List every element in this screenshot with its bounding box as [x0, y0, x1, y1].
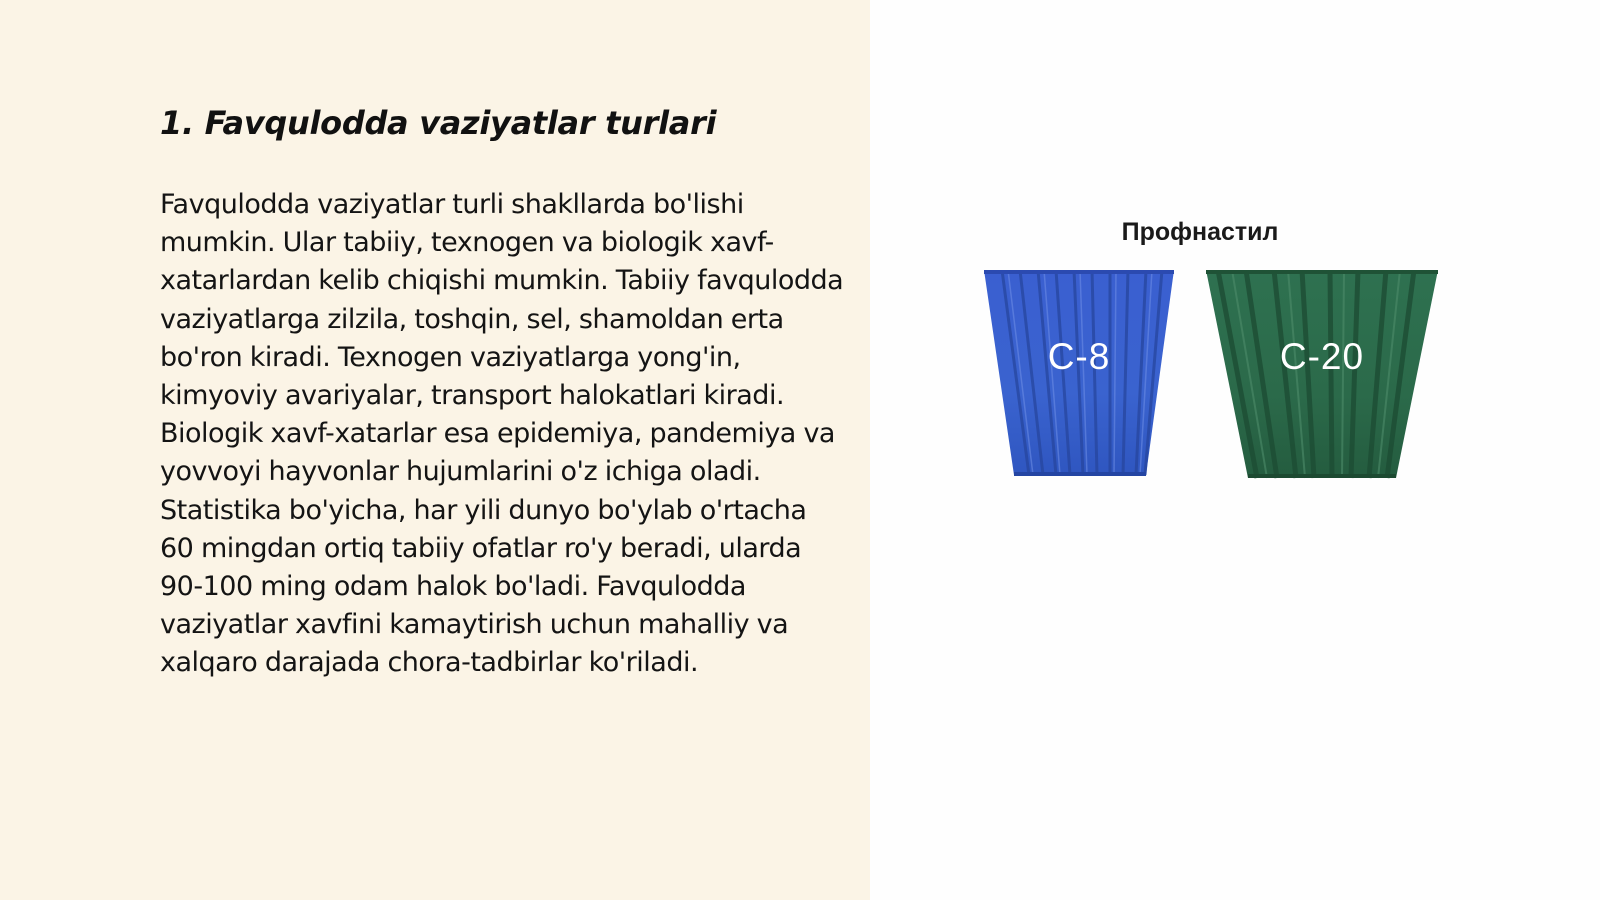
profnastil-image — [970, 210, 1450, 490]
slide-heading: 1. Favqulodda vaziyatlar turlari — [160, 104, 717, 142]
slide-body-text: Favqulodda vaziyatlar turli shakllarda bo'lishi mumkin. Ular tabiiy, texnogen va biologik xavf-xatarlardan kelib chiqishi mumkin. Tabiiy favqulodda vaziyatlarga zilzila, toshqin, sel, shamoldan erta bo'ron kiradi. Texnogen vaziyatlarga yong'in, kimyoviy avariyalar, transport halokatlari kiradi. Biologik xavf-xatarlar esa epidemiya, pandemiya va yovvoyi hayvonlar hujumlarini o'z ichiga oladi. Statistika bo'yicha, har yili dunyo bo'ylab o'rtacha 60 mingdan ortiq tabiiy ofatlar ro'y beradi, ularda 90-100 ming odam halok bo'ladi. Favqulodda vaziyatlar xavfini kamaytirish uchun mahalliy va xalqaro darajada chora-tadbirlar ko'riladi. — [160, 189, 844, 679]
sheet-c20 — [1206, 270, 1438, 480]
sheet-c8 — [984, 270, 1174, 480]
sheet-c8-label: С-8 — [1047, 336, 1111, 377]
sheet-c20-label: С-20 — [1279, 336, 1365, 377]
image-title: Профнастил — [1121, 218, 1279, 246]
